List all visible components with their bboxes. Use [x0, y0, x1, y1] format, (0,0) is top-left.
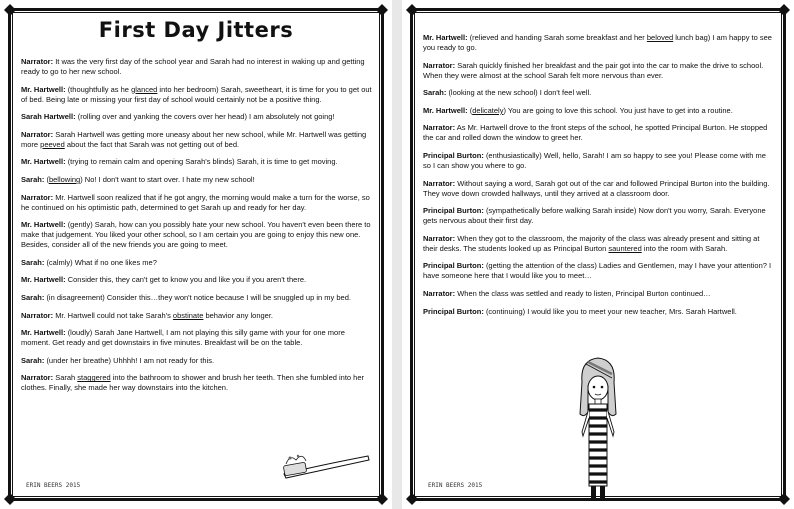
speaker-label: Mr. Hartwell: — [21, 328, 66, 338]
dialogue-text: (rolling over and yanking the covers over her head) I am absolutely not going! — [77, 112, 335, 122]
script-line — [21, 373, 372, 393]
script-line — [423, 123, 774, 143]
script-page-left — [0, 0, 392, 509]
speaker-label: Narrator: — [21, 310, 54, 320]
dialogue-text: (under her breathe) Uhhhh! I am not ready for this. — [46, 355, 215, 365]
page-footer: ERIN BEERS 2015 — [428, 482, 483, 489]
script-line — [21, 130, 372, 150]
script-line — [21, 157, 372, 167]
speaker-label: Sarah: — [21, 174, 45, 184]
dialogue-text: When they got to the classroom, the majority of the class was already present and sitting at their desks. The students looked up as Principal Burton — [423, 233, 760, 253]
speaker-label: Narrator: — [21, 57, 54, 66]
script-content — [423, 33, 774, 324]
speaker-label: Narrator: — [423, 178, 456, 188]
dialogue-text: Sarah quickly finished her breakfast and the pair got into the car to make the drive to school. When they were almost at the school Sarah felt more nervous than ever. — [423, 60, 764, 80]
script-content — [21, 57, 372, 401]
script-line — [21, 328, 372, 348]
script-line — [21, 57, 372, 77]
diamond-corner-icon — [376, 493, 388, 505]
speaker-label: Narrator: — [21, 373, 54, 383]
dialogue-text: Consider this, they can't get to know you and like you if you aren't there. — [67, 275, 307, 285]
dialogue-text: (enthusiastically) Well, hello, Sarah! I am so happy to see you! Please come with me so I can show you where to go. — [423, 150, 766, 170]
dialogue-text: ) No! I don't want to start over. I hate my new school! — [80, 174, 255, 184]
page-gutter — [392, 0, 402, 509]
girl-illustration-icon — [572, 352, 624, 502]
dialogue-text: Without saying a word, Sarah got out of the car and followed Principal Burton into the building. They wove down crowded hallways, until they arrived at a classroom door. — [423, 178, 770, 198]
speaker-label: Sarah Hartwell: — [21, 112, 76, 122]
speaker-label: Mr. Hartwell: — [423, 33, 468, 42]
dialogue-text: ( — [469, 105, 473, 115]
dialogue-text: When the class was settled and ready to listen, Principal Burton continued… — [457, 288, 711, 298]
speaker-label: Narrator: — [423, 60, 456, 70]
dialogue-text: As Mr. Hartwell drove to the front steps of the school, he spotted Principal Burton. He stopped the car and rolled down the window to greet her. — [423, 123, 768, 143]
speaker-label: Narrator: — [423, 123, 456, 133]
script-line — [423, 234, 774, 254]
dialogue-text: Mr. Hartwell soon realized that if he got angry, the morning would make a turn for the worse, so he continued on his optimistic path, determined to get Sarah up and ready for her day. — [21, 192, 370, 212]
dialogue-text: into the room with Sarah. — [641, 243, 728, 253]
vocabulary-word: glanced — [131, 84, 158, 94]
dialogue-text: Sarah Hartwell was getting more uneasy about her new school, while Mr. Hartwell was getting more — [21, 129, 367, 149]
speaker-label: Principal Burton: — [423, 206, 484, 216]
script-line — [21, 275, 372, 285]
vocabulary-word: obstinate — [172, 310, 204, 320]
script-line — [21, 220, 372, 250]
diamond-corner-icon — [376, 4, 388, 16]
dialogue-text: It was the very first day of the school year and Sarah had no interest in waking up and getting ready to go to her new school. — [21, 57, 365, 76]
script-line — [21, 175, 372, 185]
dialogue-text: (loudly) Sarah Jane Hartwell, I am not playing this silly game with your for one more moment. Get ready and get downstairs in five minutes. Breakfast will be on the table. — [21, 328, 345, 348]
dialogue-text: (in disagreement) Consider this…they won't notice because I will be snuggled up in my bed. — [46, 292, 351, 302]
speaker-label: Narrator: — [423, 233, 456, 243]
script-line — [423, 307, 774, 317]
script-line — [21, 356, 372, 366]
diamond-corner-icon — [406, 493, 418, 505]
dialogue-text: (gently) Sarah, how can you possibly hate your new school. You haven't even been there to make that judgement. You liked your other school, so I am certain you are going to enjoy this new one. Besides, consider all of the new friends you are going to meet. — [21, 220, 371, 250]
vocabulary-word: beloved — [646, 33, 674, 42]
speaker-label: Principal Burton: — [423, 306, 484, 316]
script-line — [423, 179, 774, 199]
speaker-label: Mr. Hartwell: — [21, 275, 66, 285]
dialogue-text: (sympathetically before walking Sarah inside) Now don't you worry, Sarah. Everyone gets nervous about their first day. — [423, 206, 766, 226]
script-line — [423, 33, 774, 53]
script-line — [423, 88, 774, 98]
speaker-label: Sarah: — [423, 88, 447, 98]
speaker-label: Narrator: — [21, 192, 54, 202]
dialogue-text: Mr. Hartwell could not take Sarah's — [55, 310, 173, 320]
dialogue-text: Sarah — [55, 373, 78, 383]
dialogue-text: into her bedroom) Sarah, sweetheart, it is time for you to get out of bed. Being late or missing your first day of school would certainly not be a positive thing. — [21, 84, 372, 104]
vocabulary-word: delicately — [472, 105, 504, 115]
dialogue-text: (looking at the new school) I don't feel well. — [448, 88, 592, 98]
script-line — [423, 289, 774, 299]
script-line — [21, 311, 372, 321]
speaker-label: Sarah: — [21, 257, 45, 267]
speaker-label: Mr. Hartwell: — [21, 84, 66, 94]
script-line — [423, 151, 774, 171]
dialogue-text: (trying to remain calm and opening Sarah's blinds) Sarah, it is time to get moving. — [67, 157, 338, 167]
script-line — [21, 112, 372, 122]
speaker-label: Principal Burton: — [423, 261, 484, 271]
vocabulary-word: sauntered — [608, 243, 642, 253]
dialogue-text: (calmly) What if no one likes me? — [46, 257, 157, 267]
page-title: First Day Jitters — [98, 18, 294, 42]
vocabulary-word: bellowing — [48, 174, 81, 184]
script-line — [21, 85, 372, 105]
script-line — [423, 206, 774, 226]
diamond-corner-icon — [4, 493, 16, 505]
diamond-corner-icon — [406, 4, 418, 16]
script-line — [423, 261, 774, 281]
toothbrush-icon — [276, 446, 372, 482]
speaker-label: Principal Burton: — [423, 150, 484, 160]
speaker-label: Sarah: — [21, 355, 45, 365]
speaker-label: Sarah: — [21, 292, 45, 302]
speaker-label: Mr. Hartwell: — [21, 220, 66, 230]
speaker-label: Mr. Hartwell: — [423, 105, 468, 115]
page-footer: ERIN BEERS 2015 — [26, 482, 81, 489]
dialogue-text: lunch bag) I am happy to see you ready to go. — [423, 33, 772, 52]
dialogue-text: (thoughtfully as he — [67, 84, 132, 94]
speaker-label: Narrator: — [21, 129, 54, 139]
vocabulary-word: peeved — [40, 139, 65, 149]
script-page-right — [402, 0, 794, 509]
script-line — [21, 258, 372, 268]
dialogue-text: behavior any longer. — [203, 310, 274, 320]
dialogue-text: about the fact that Sarah was not getting out of bed. — [64, 139, 240, 149]
dialogue-text: (relieved and handing Sarah some breakfast and her — [469, 33, 647, 42]
dialogue-text: into the bathroom to shower and brush her teeth. Then she fumbled into her clothes. Finally, she made her way downstairs into the kitchen. — [21, 373, 365, 393]
dialogue-text: ) You are going to love this school. You just have to get into a routine. — [503, 105, 733, 115]
dialogue-text: (getting the attention of the class) Ladies and Gentlemen, may I have your attention? I have someone here that I would like you to meet… — [423, 261, 772, 281]
script-line — [21, 293, 372, 303]
diamond-corner-icon — [778, 4, 790, 16]
dialogue-text: ( — [46, 174, 49, 184]
diamond-corner-icon — [778, 493, 790, 505]
speaker-label: Mr. Hartwell: — [21, 157, 66, 167]
script-line — [423, 106, 774, 116]
diamond-corner-icon — [4, 4, 16, 16]
script-line — [423, 61, 774, 81]
vocabulary-word: staggered — [77, 373, 111, 383]
script-line — [21, 193, 372, 213]
dialogue-text: (continuing) I would like you to meet your new teacher, Mrs. Sarah Hartwell. — [485, 306, 737, 316]
speaker-label: Narrator: — [423, 288, 456, 298]
